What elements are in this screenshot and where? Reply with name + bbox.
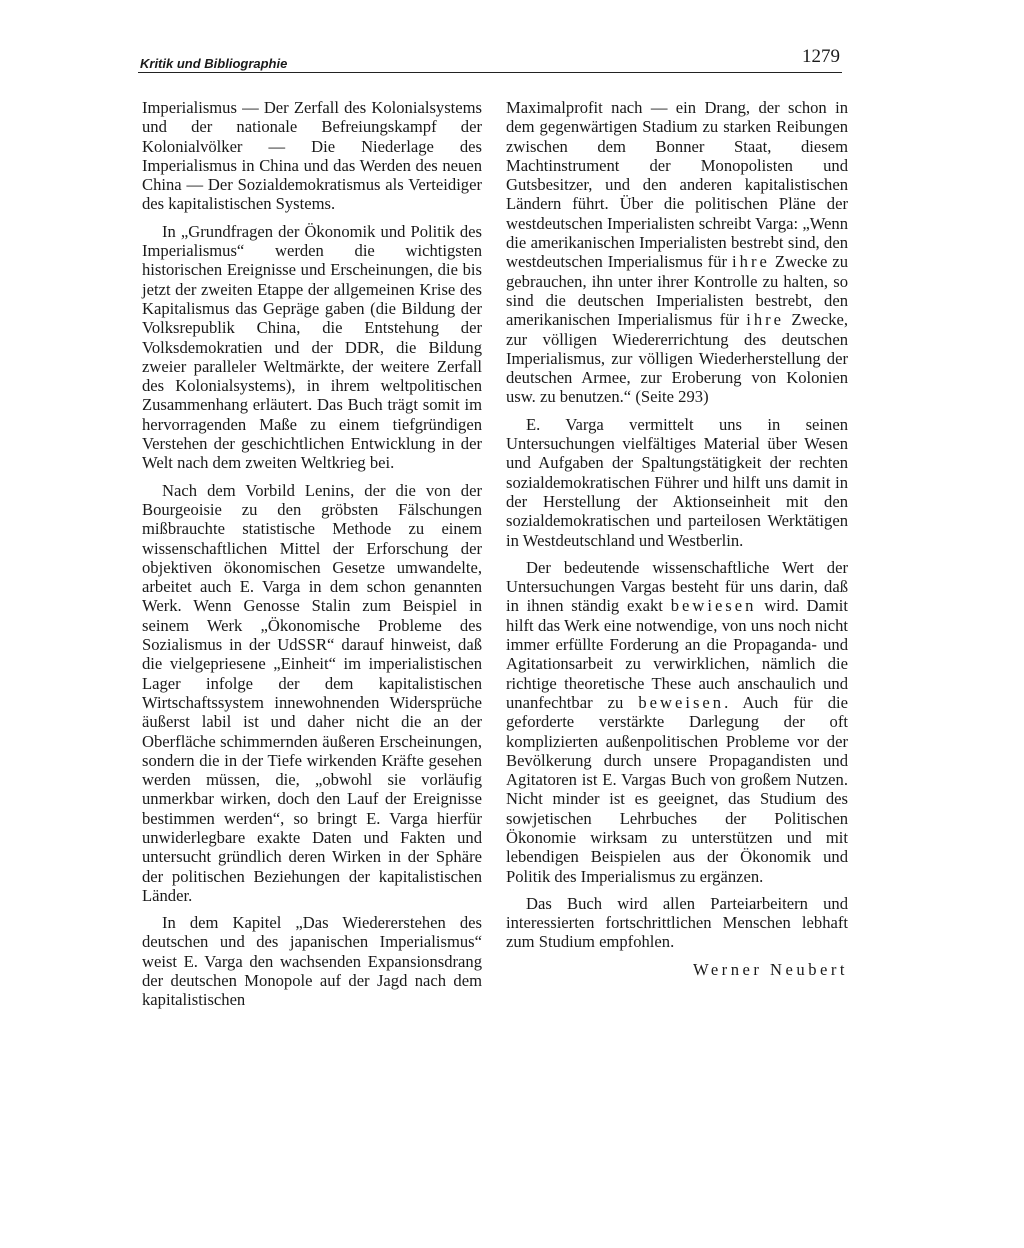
running-head: Kritik und Bibliographie <box>140 56 288 71</box>
paragraph <box>506 558 848 886</box>
paragraph: In „Grundfragen der Ökonomik und Politik des Imperialismus“ werden die wichtigsten historischen Ereignisse und Erscheinungen, die bis jetzt der zweiten Etappe der allgemeinen Krise des Kapitalismus das Gepräge gaben (die Bildung der Volksrepublik China, die Entstehung der Volksdemokratien und der DDR, die Bildung zweier paralleler Weltmärkte, der weitere Zerfall des Kolonialsystems), in ihrem weltpolitischen Zusammenhang erläutert. Das Buch trägt somit im hervorragenden Maße zu einem tiefgründigen Verstehen der geschichtlichen Entwicklung in der Welt nach dem zweiten Weltkrieg bei. <box>142 221 482 473</box>
spaced-emphasis: bewiesen <box>670 596 757 616</box>
paragraph: Nach dem Vorbild Lenins, der die von der Bourgeoisie zu den gröbsten Fälschungen mißbrauchte statistische Methode zu einem wissenschaftlichen Mittel der Erforschung der objektiven ökonomischen Gesetze umwandelte, arbeitet auch E. Varga in dem schon genannten Werk. Wenn Genosse Stalin zum Beispiel in seinem Werk „Ökonomische Probleme des Sozialismus in der UdSSR“ darauf hinweist, daß die vielgepriesene „Einheit“ im imperialistischen Lager infolge der dem kapitalistischen Wirtschaftssystem innewohnenden Widersprüche äußerst labil ist und daher nicht die an der Oberfläche schimmernden äußeren Erscheinungen, sondern die in der Tiefe wirkenden Kräfte gesehen werden müssen, die, „obwohl sie vorläufig unmerkbar wirken, doch den Lauf der Ereignisse bestimmen werden“, so bringt E. Varga hierfür unwiderlegbare exakte Daten und Fakten und untersucht gründlich deren Wirken in der Sphäre der politischen Beziehungen der kapitalistischen Länder. <box>142 480 482 905</box>
spaced-emphasis: ihre <box>746 310 785 330</box>
text-run: . Auch für die geforderte verstärkte Darlegung der oft komplizierten außenpolitischen Probleme vor der Bevölkerung durch unsere Propagandisten und Agitatoren ist E. Vargas Buch von großem Nutzen. Nicht minder ist es geeignet, das Studium des sowjetischen Lehrbuches der Politischen Ökonomie wirksam zu unterstützen und mit lebendigen Beispielen aus der Ökonomik und Politik des Imperialismus zu ergänzen. <box>506 692 848 886</box>
header-rule <box>138 72 842 73</box>
text-run: Zwecke zu gebrauchen, ihn unter ihrer Kontrolle zu halten, so sind die deutschen Imperialisten bestrebt, den amerikanischen Imperialismus für <box>506 252 848 330</box>
left-column <box>142 98 482 1018</box>
paragraph: E. Varga vermittelt uns in seinen Untersuchungen vielfältiges Material über Wesen und Aufgaben der Spaltungstätigkeit der rechten sozialdemokratischen Führer und hilft uns damit in der Herstellung der Aktionseinheit mit den sozialdemokratischen und parteilosen Werktätigen in Westdeutschland und Westberlin. <box>506 414 848 550</box>
right-column <box>506 98 848 979</box>
author-signature: Werner Neubert <box>692 959 848 979</box>
text-run: Maximalprofit nach — ein Drang, der schon in dem gegenwärtigen Stadium zu starken Reibungen zwischen dem Bonner Staat, diesem Machtinstrument der Monopolisten und Gutsbesitzer, und den anderen kapitalistischen Ländern führt. Über die politischen Pläne der westdeutschen Imperialisten schreibt Varga: „Wenn die amerikanischen Imperialisten bestrebt sind, den westdeutschen Imperialismus für <box>506 98 848 272</box>
spaced-emphasis: ihre <box>732 252 770 272</box>
paragraph <box>506 98 848 407</box>
spaced-emphasis: beweisen <box>638 692 725 712</box>
paragraph: Imperialismus — Der Zerfall des Kolonialsystems und der nationale Befreiungskampf der Kolonialvölker — Die Niederlage des Imperialismus in China und das Werden des neuen China — Der Sozialdemokratismus als Verteidiger des kapitalistischen Systems. <box>142 98 482 214</box>
text-run: Zwecke, zur völligen Wiedererrichtung des deutschen Imperialismus, zur völligen Wiederherstellung der deutschen Armee, zur Eroberung von Kolonien usw. zu benutzen.“ (Seite 293) <box>506 310 849 407</box>
paragraph: Das Buch wird allen Parteiarbeitern und interessierten fortschrittlichen Menschen lebhaft zum Studium empfohlen. <box>506 893 848 952</box>
text-run: Der bedeutende wissenschaftliche Wert der Untersuchungen Vargas besteht für uns darin, daß in ihnen ständig exakt <box>506 557 848 616</box>
page-header <box>138 46 842 72</box>
text-run: wird. Damit hilft das Werk eine notwendige, von uns noch nicht immer erfüllte Forderung an die Propaganda- und Agitationsarbeit zu verwirklichen, nämlich die richtige theoretische These auch anschaulich und unanfechtbar zu <box>506 596 848 712</box>
paragraph: In dem Kapitel „Das Wiedererstehen des deutschen und des japanischen Imperialismus“ weist E. Varga den wachsenden Expansionsdrang der deutschen Monopole auf der Jagd nach dem kapitalistischen <box>142 913 482 1010</box>
page-number: 1279 <box>802 46 840 67</box>
